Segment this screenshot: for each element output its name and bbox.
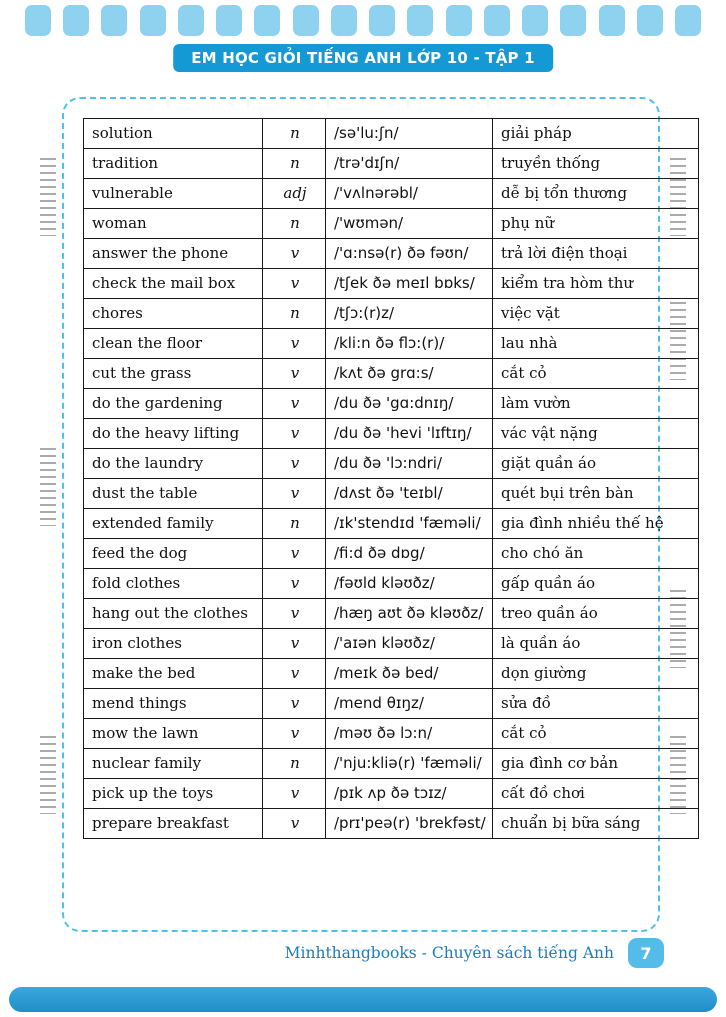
table-row — [84, 389, 699, 419]
ipa-cell: /sə'lu:ʃn/ — [326, 119, 493, 149]
ipa-cell: /fi:d ðə dɒg/ — [326, 539, 493, 569]
page-number-badge: 7 — [628, 938, 664, 968]
word-cell: mend things — [84, 689, 263, 719]
pos-cell: v — [263, 629, 326, 659]
ipa-cell: /du ðə 'lɔ:ndri/ — [326, 449, 493, 479]
table-row — [84, 119, 699, 149]
word-cell: nuclear family — [84, 749, 263, 779]
binding-tab — [331, 5, 357, 36]
table-row — [84, 299, 699, 329]
vocab-frame — [62, 97, 664, 932]
ipa-cell: /kʌt ðə grɑ:s/ — [326, 359, 493, 389]
binding-tab — [140, 5, 166, 36]
pos-cell: n — [263, 509, 326, 539]
pos-cell: v — [263, 329, 326, 359]
table-row — [84, 599, 699, 629]
meaning-cell: sửa đồ — [493, 689, 699, 719]
meaning-cell: việc vặt — [493, 299, 699, 329]
binding-tab — [446, 5, 472, 36]
word-cell: make the bed — [84, 659, 263, 689]
word-cell: do the heavy lifting — [84, 419, 263, 449]
table-row — [84, 209, 699, 239]
pos-cell: v — [263, 419, 326, 449]
table-row — [84, 149, 699, 179]
word-cell: pick up the toys — [84, 779, 263, 809]
vocab-table — [83, 118, 699, 839]
binding-tab — [101, 5, 127, 36]
word-cell: mow the lawn — [84, 719, 263, 749]
ipa-cell: /du ðə 'gɑ:dnɪŋ/ — [326, 389, 493, 419]
pos-cell: v — [263, 539, 326, 569]
pos-cell: v — [263, 599, 326, 629]
meaning-cell: lau nhà — [493, 329, 699, 359]
pos-cell: v — [263, 359, 326, 389]
ipa-cell: /ɪk'stendɪd 'fæməli/ — [326, 509, 493, 539]
meaning-cell: dọn giường — [493, 659, 699, 689]
word-cell: clean the floor — [84, 329, 263, 359]
word-cell: tradition — [84, 149, 263, 179]
pos-cell: v — [263, 689, 326, 719]
vocab-table-body — [84, 119, 699, 839]
ipa-cell: /tʃɔ:(r)z/ — [326, 299, 493, 329]
ipa-cell: /meɪk ðə bed/ — [326, 659, 493, 689]
binding-tab — [25, 5, 51, 36]
word-cell: check the mail box — [84, 269, 263, 299]
meaning-cell: cắt cỏ — [493, 719, 699, 749]
table-row — [84, 269, 699, 299]
pos-cell: n — [263, 209, 326, 239]
binding-tab — [63, 5, 89, 36]
bottom-bar — [9, 987, 717, 1012]
ipa-cell: /hæŋ aʊt ðə kləʊðz/ — [326, 599, 493, 629]
word-cell: answer the phone — [84, 239, 263, 269]
word-cell: hang out the clothes — [84, 599, 263, 629]
meaning-cell: chuẩn bị bữa sáng — [493, 809, 699, 839]
pos-cell: v — [263, 239, 326, 269]
pos-cell: n — [263, 149, 326, 179]
pos-cell: v — [263, 389, 326, 419]
binding-tab — [407, 5, 433, 36]
binding-tab — [178, 5, 204, 36]
ipa-cell: /'vʌlnərəbl/ — [326, 179, 493, 209]
pos-cell: n — [263, 299, 326, 329]
binding-tab — [484, 5, 510, 36]
meaning-cell: gia đình cơ bản — [493, 749, 699, 779]
binding-marks-left — [40, 736, 56, 814]
ipa-cell: /'ɑ:nsə(r) ðə fəʊn/ — [326, 239, 493, 269]
footer-text: Minhthangbooks - Chuyên sách tiếng Anh — [284, 944, 614, 962]
pos-cell: adj — [263, 179, 326, 209]
word-cell: vulnerable — [84, 179, 263, 209]
pos-cell: v — [263, 719, 326, 749]
meaning-cell: treo quần áo — [493, 599, 699, 629]
word-cell: iron clothes — [84, 629, 263, 659]
table-row — [84, 509, 699, 539]
table-row — [84, 689, 699, 719]
ipa-cell: /məʊ ðə lɔ:n/ — [326, 719, 493, 749]
meaning-cell: gấp quần áo — [493, 569, 699, 599]
binding-tab — [216, 5, 242, 36]
meaning-cell: trả lời điện thoại — [493, 239, 699, 269]
ipa-cell: /'nju:kliə(r) 'fæməli/ — [326, 749, 493, 779]
footer — [60, 937, 664, 969]
binding-marks-left — [40, 448, 56, 526]
binding-tab — [254, 5, 280, 36]
pos-cell: v — [263, 779, 326, 809]
table-row — [84, 659, 699, 689]
binding-marks-left — [40, 158, 56, 236]
table-row — [84, 179, 699, 209]
meaning-cell: kiểm tra hòm thư — [493, 269, 699, 299]
word-cell: chores — [84, 299, 263, 329]
table-row — [84, 749, 699, 779]
word-cell: prepare breakfast — [84, 809, 263, 839]
binding-tab — [599, 5, 625, 36]
table-row — [84, 359, 699, 389]
ipa-cell: /fəʊld kləʊðz/ — [326, 569, 493, 599]
meaning-cell: vác vật nặng — [493, 419, 699, 449]
table-row — [84, 719, 699, 749]
table-row — [84, 419, 699, 449]
table-row — [84, 779, 699, 809]
pos-cell: v — [263, 449, 326, 479]
meaning-cell: giải pháp — [493, 119, 699, 149]
pos-cell: n — [263, 749, 326, 779]
binding-tab — [560, 5, 586, 36]
meaning-cell: giặt quần áo — [493, 449, 699, 479]
meaning-cell: cắt cỏ — [493, 359, 699, 389]
table-row — [84, 449, 699, 479]
word-cell: woman — [84, 209, 263, 239]
word-cell: solution — [84, 119, 263, 149]
ipa-cell: /prɪ'peə(r) 'brekfəst/ — [326, 809, 493, 839]
meaning-cell: làm vườn — [493, 389, 699, 419]
pos-cell: v — [263, 809, 326, 839]
binding-tab — [637, 5, 663, 36]
table-row — [84, 569, 699, 599]
meaning-cell: quét bụi trên bàn — [493, 479, 699, 509]
meaning-cell: cất đồ chơi — [493, 779, 699, 809]
table-row — [84, 539, 699, 569]
word-cell: extended family — [84, 509, 263, 539]
table-row — [84, 809, 699, 839]
meaning-cell: truyền thống — [493, 149, 699, 179]
ipa-cell: /trə'dɪʃn/ — [326, 149, 493, 179]
ipa-cell: /'aɪən kləʊðz/ — [326, 629, 493, 659]
ipa-cell: /tʃek ðə meɪl bɒks/ — [326, 269, 493, 299]
pos-cell: n — [263, 119, 326, 149]
binding-tab — [522, 5, 548, 36]
word-cell: cut the grass — [84, 359, 263, 389]
ipa-cell: /du ðə 'hevi 'lɪftɪŋ/ — [326, 419, 493, 449]
pos-cell: v — [263, 479, 326, 509]
page-title: EM HỌC GIỎI TIẾNG ANH LỚP 10 - TẬP 1 — [173, 44, 553, 72]
ipa-cell: /kli:n ðə flɔ:(r)/ — [326, 329, 493, 359]
word-cell: do the gardening — [84, 389, 263, 419]
pos-cell: v — [263, 659, 326, 689]
binding-tab — [675, 5, 701, 36]
word-cell: feed the dog — [84, 539, 263, 569]
table-row — [84, 239, 699, 269]
ipa-cell: /mend θɪŋz/ — [326, 689, 493, 719]
binding-tab — [293, 5, 319, 36]
ipa-cell: /pɪk ʌp ðə tɔɪz/ — [326, 779, 493, 809]
word-cell: do the laundry — [84, 449, 263, 479]
top-binding-tabs — [25, 5, 701, 36]
word-cell: fold clothes — [84, 569, 263, 599]
meaning-cell: là quần áo — [493, 629, 699, 659]
meaning-cell: dễ bị tổn thương — [493, 179, 699, 209]
ipa-cell: /'wʊmən/ — [326, 209, 493, 239]
pos-cell: v — [263, 569, 326, 599]
pos-cell: v — [263, 269, 326, 299]
meaning-cell: gia đình nhiều thế hệ — [493, 509, 699, 539]
table-row — [84, 479, 699, 509]
binding-tab — [369, 5, 395, 36]
ipa-cell: /dʌst ðə 'teɪbl/ — [326, 479, 493, 509]
table-row — [84, 329, 699, 359]
meaning-cell: cho chó ăn — [493, 539, 699, 569]
word-cell: dust the table — [84, 479, 263, 509]
meaning-cell: phụ nữ — [493, 209, 699, 239]
table-row — [84, 629, 699, 659]
